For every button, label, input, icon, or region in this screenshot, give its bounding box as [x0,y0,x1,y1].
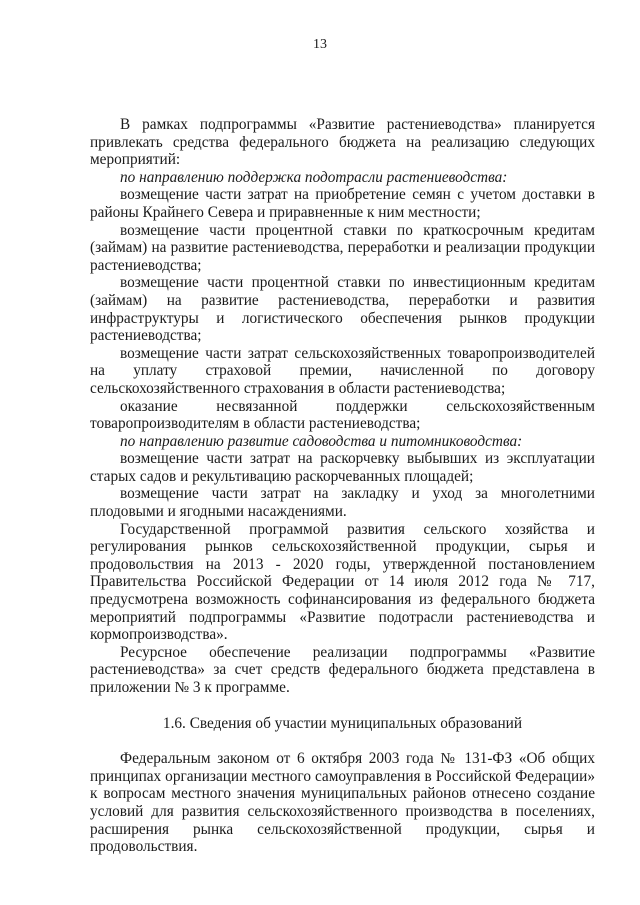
paragraph-intro: В рамках подпрограммы «Развитие растениеводства» планируется привлекать средства федерального бюджета на реализацию следующих мероприятий: [90,116,595,169]
paragraph-funding: Ресурсное обеспечение реализации подпрограммы «Развитие растениеводства» за счет средств федерального бюджета представлена в приложении № 3 к программе. [90,643,595,696]
list-item: возмещение части затрат на приобретение семян с учетом доставки в районы Крайнего Севера и приравненные к ним местности; [90,186,595,221]
paragraph-federal-law: Федеральным законом от 6 октября 2003 года № 131-ФЗ «Об общих принципах организации местного самоуправления в Российской Федерации» к вопросам местного значения муниципальных районов отнесено создание условий для развития сельскохозяйственного производства в поселениях, расширения рынка сельскохозяйственной продукции, сырья и продовольствия. [90,750,595,856]
list-item: возмещение части процентной ставки по краткосрочным кредитам (займам) на развитие растениеводства, переработки и реализации продукции растениеводства; [90,221,595,274]
list-item: оказание несвязанной поддержки сельскохозяйственным товаропроизводителям в области растениеводства; [90,397,595,433]
list-item: возмещение части затрат на закладку и уход за многолетними плодовыми и ягодными насаждениями. [90,485,595,521]
page-number: 13 [313,37,327,52]
subheading-crop-support: по направлению поддержка подотрасли растениеводства: [120,168,508,186]
list-item: возмещение части процентной ставки по инвестиционным кредитам (займам) на развитие растениеводства, переработки и развития инфраструктуры и логистического обеспечения рынков продукции растениеводства; [90,274,595,345]
list-item: возмещение части затрат сельскохозяйственных товаропроизводителей на уплату страховой премии, начисленной по договору сельскохозяйственного страхования в области растениеводства; [90,344,595,397]
document-body [90,116,595,856]
paragraph-state-program: Государственной программой развития сельского хозяйства и регулирования рынков сельскохозяйственной продукции, сырья и продовольствия на 2013 - 2020 годы, утвержденной постановлением Правительства Российской Федерации от 14 июля 2012 года № 717, предусмотрена возможность софинансирования из федерального бюджета мероприятий подпрограммы «Развитие подотрасли растениеводства и кормопроизводства». [90,520,595,644]
section-title: 1.6. Сведения об участии муниципальных образований [162,714,523,732]
subheading-gardening: по направлению развитие садоводства и питомниководства: [120,432,523,450]
list-item: возмещение части затрат на раскорчевку выбывших из эксплуатации старых садов и рекультивацию раскорчеванных площадей; [90,450,595,485]
